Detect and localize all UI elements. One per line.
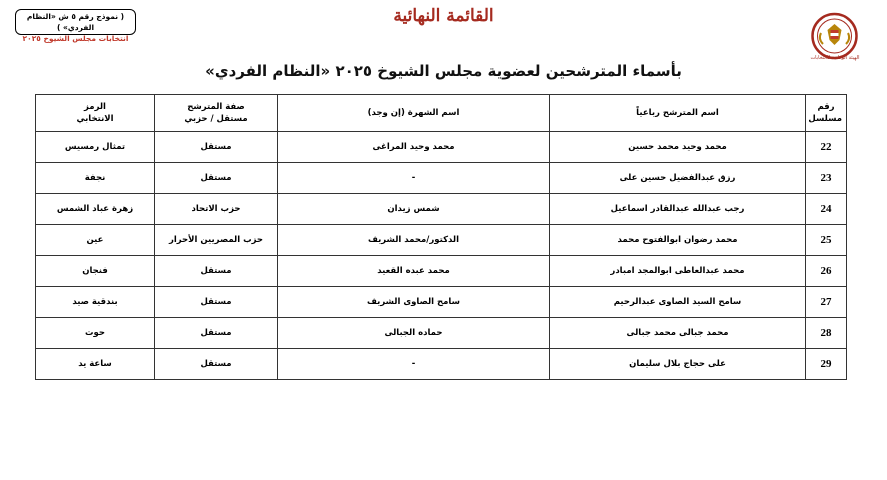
candidate-symbol: بندقية صيد [36, 287, 155, 318]
page-title: القائمة النهائية [393, 6, 494, 26]
row-number: 28 [806, 318, 847, 349]
table-row [36, 132, 847, 163]
table-header-row [36, 95, 847, 132]
candidate-capacity: مستقل [155, 287, 278, 318]
form-number-label: ( نموذج رقم ٥ ش «النظام الفردي» ) [26, 12, 125, 32]
table-row [36, 163, 847, 194]
candidate-capacity: حزب المصريين الأحرار [155, 225, 278, 256]
candidate-name: محمد وحيد محمد حسين [550, 132, 806, 163]
row-number: 23 [806, 163, 847, 194]
candidate-symbol: نجفة [36, 163, 155, 194]
header-fame: اسم الشهرة (إن وجد) [278, 95, 550, 132]
list-subtitle: بأسماء المترشحين لعضوية مجلس الشيوخ ٢٠٢٥ «النظام الفردي» [205, 62, 682, 80]
row-number: 22 [806, 132, 847, 163]
candidate-fame: حماده الجبالى [278, 318, 550, 349]
candidate-fame: شمس زيدان [278, 194, 550, 225]
header-name: اسم المترشح رباعياً [550, 95, 806, 132]
table-row [36, 287, 847, 318]
candidate-name: محمد جبالى محمد جبالى [550, 318, 806, 349]
candidate-fame: محمد وحيد المراغى [278, 132, 550, 163]
candidate-fame: محمد عبده القعيد [278, 256, 550, 287]
election-name-label: انتخابات مجلس الشيوخ ٢٠٢٥ [22, 34, 129, 43]
candidate-fame: الدكتور/محمد الشريف [278, 225, 550, 256]
candidate-capacity: مستقل [155, 163, 278, 194]
header-capacity: صفة المترشح مستقل / حزبي [155, 95, 278, 132]
candidate-fame: - [278, 163, 550, 194]
candidate-symbol: تمثال رمسيس [36, 132, 155, 163]
row-number: 25 [806, 225, 847, 256]
candidate-capacity: مستقل [155, 132, 278, 163]
table-row [36, 194, 847, 225]
table-row [36, 256, 847, 287]
row-number: 26 [806, 256, 847, 287]
candidate-capacity: مستقل [155, 349, 278, 380]
candidates-table [35, 94, 847, 380]
candidate-name: رجب عبدالله عبدالقادر اسماعيل [550, 194, 806, 225]
candidate-capacity: مستقل [155, 256, 278, 287]
row-number: 24 [806, 194, 847, 225]
table-row [36, 349, 847, 380]
candidate-symbol: ساعة يد [36, 349, 155, 380]
candidate-capacity: حزب الاتحاد [155, 194, 278, 225]
candidate-symbol: حوت [36, 318, 155, 349]
row-number: 29 [806, 349, 847, 380]
table-row [36, 318, 847, 349]
logo-caption: الهيئة الوطنية للانتخابات [810, 55, 860, 61]
candidate-name: سامح السيد الصاوى عبدالرحيم [550, 287, 806, 318]
header-number: رقم مسلسل [806, 95, 847, 132]
candidate-name: محمد عبدالعاطى ابوالمجد امبادر [550, 256, 806, 287]
row-number: 27 [806, 287, 847, 318]
candidate-name: على حجاج بلال سليمان [550, 349, 806, 380]
candidate-symbol: فنجان [36, 256, 155, 287]
candidate-fame: سامح الصاوى الشريف [278, 287, 550, 318]
candidate-name: محمد رضوان ابوالفتوح محمد [550, 225, 806, 256]
candidate-capacity: مستقل [155, 318, 278, 349]
candidate-fame: - [278, 349, 550, 380]
candidate-name: رزق عبدالفضيل حسين على [550, 163, 806, 194]
header-symbol: الرمز الانتخابي [36, 95, 155, 132]
candidate-symbol: زهرة عباد الشمس [36, 194, 155, 225]
candidate-symbol: عين [36, 225, 155, 256]
table-row [36, 225, 847, 256]
